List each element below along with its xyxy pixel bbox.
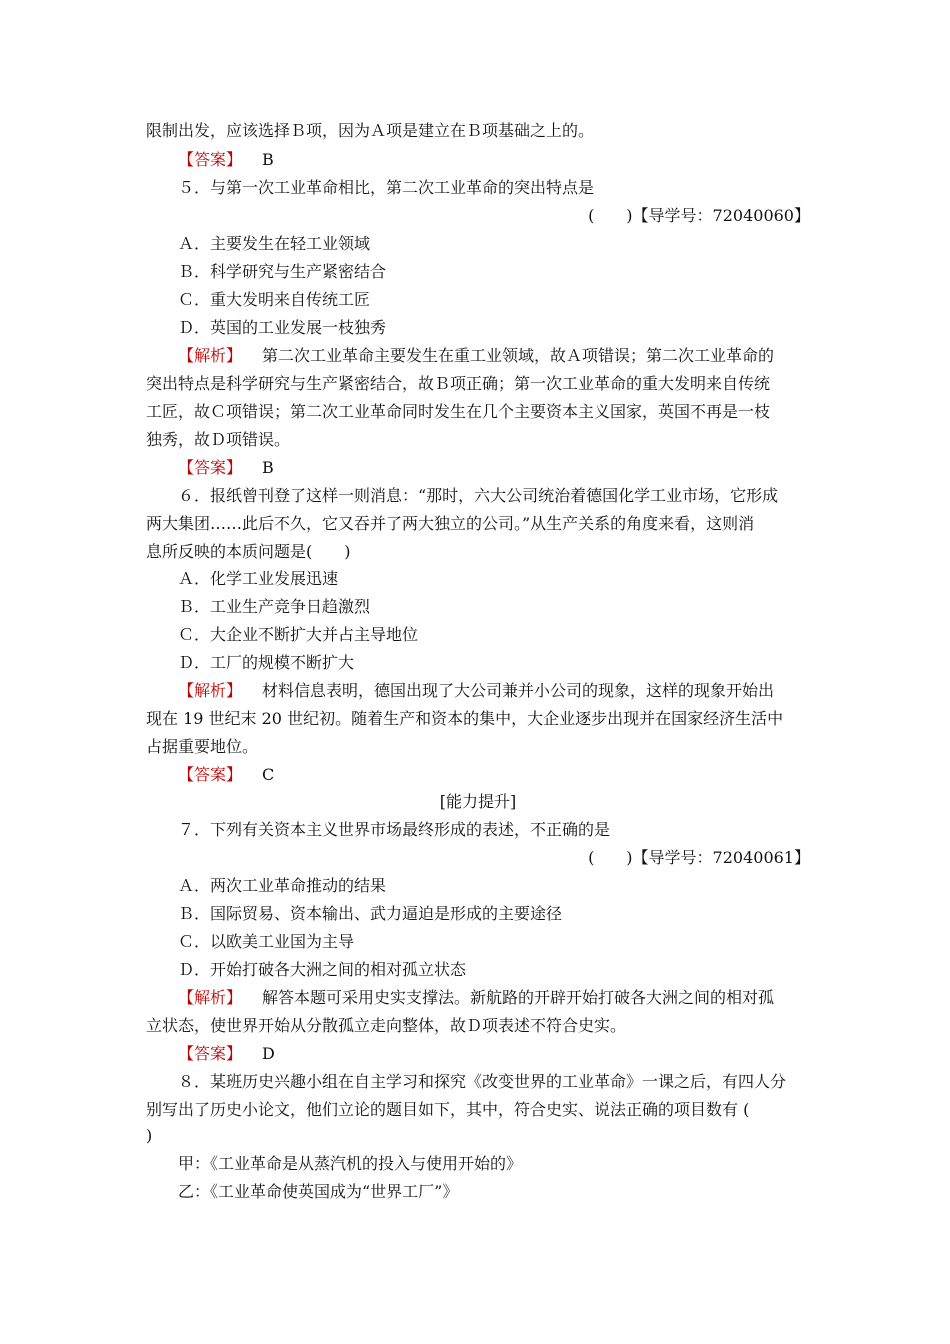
text-line: 立状态，使世界开始从分散孤立走向整体，故Ｄ项表述不符合史实。 <box>146 1016 627 1035</box>
answer-line <box>178 1044 842 1064</box>
text-line: ) <box>146 1126 153 1145</box>
text-line: 占据重要地位。 <box>146 737 259 756</box>
analysis-label: 【解析】 <box>178 988 243 1007</box>
analysis-text: 解答本题可采用史实支撑法。新航路的开辟开始打破各大洲之间的相对孤 <box>262 988 775 1007</box>
answer-value: D <box>262 1044 275 1063</box>
question-stem: ６．报纸曾刊登了这样一则消息：“那时，六大公司统治着德国化学工业市场，它形成 <box>178 486 779 505</box>
text-line: 别写出了历史小论文，他们立论的题目如下，其中，符合史实、说法正确的项目数有 ( <box>146 1100 750 1119</box>
option: Ｃ．重大发明来自传统工匠 <box>178 290 371 309</box>
statement-item: 乙：《工业革命使英国成为“世界工厂”》 <box>178 1182 459 1201</box>
analysis-text: 第二次工业革命主要发生在重工业领域，故Ａ项错误；第二次工业革命的 <box>262 346 775 365</box>
answer-label: 【答案】 <box>178 150 243 169</box>
answer-value: B <box>262 150 274 169</box>
analysis-label: 【解析】 <box>178 346 243 365</box>
answer-label: 【答案】 <box>178 765 243 784</box>
option: Ｃ．大企业不断扩大并占主导地位 <box>178 625 419 644</box>
analysis-line <box>178 988 842 1008</box>
answer-line <box>178 150 842 170</box>
option: Ａ．主要发生在轻工业领域 <box>178 234 371 253</box>
option: Ｃ．以欧美工业国为主导 <box>178 932 355 951</box>
statement-item: 甲：《工业革命是从蒸汽机的投入与使用开始的》 <box>178 1154 523 1173</box>
answer-value: B <box>262 458 274 477</box>
answer-label: 【答案】 <box>178 458 243 477</box>
option: Ｂ．工业生产竞争日趋激烈 <box>178 597 371 616</box>
analysis-text: 材料信息表明，德国出现了大公司兼并小公司的现象，这样的现象开始出 <box>262 681 775 700</box>
answer-line <box>178 765 842 785</box>
answer-line <box>178 458 842 478</box>
option: Ｂ．科学研究与生产紧密结合 <box>178 262 387 281</box>
section-heading: [能力提升] <box>439 792 517 811</box>
text-line: 两大集团……此后不久，它又吞并了两大独立的公司。”从生产关系的角度来看，这则消 <box>146 514 755 533</box>
option: Ａ．化学工业发展迅速 <box>178 569 339 588</box>
text-line: 工匠，故Ｃ项错误；第二次工业革命同时发生在几个主要资本主义国家，英国不再是一枝 <box>146 402 771 421</box>
option: Ｄ．工厂的规模不断扩大 <box>178 653 355 672</box>
question-ref: ( )【导学号：72040060】 <box>588 206 810 225</box>
option: Ｄ．英国的工业发展一枝独秀 <box>178 318 387 337</box>
text-line: 息所反映的本质问题是( ) <box>146 542 351 561</box>
question-stem: ８．某班历史兴趣小组在自主学习和探究《改变世界的工业革命》一课之后，有四人分 <box>178 1072 787 1091</box>
text-line: 现在 19 世纪末 20 世纪初。随着生产和资本的集中，大企业逐步出现并在国家经济生活中 <box>146 709 784 728</box>
answer-value: C <box>262 765 275 784</box>
option: Ｄ．开始打破各大洲之间的相对孤立状态 <box>178 960 467 979</box>
option: Ｂ．国际贸易、资本输出、武力逼迫是形成的主要途径 <box>178 904 563 923</box>
answer-label: 【答案】 <box>178 1044 243 1063</box>
question-stem: ５．与第一次工业革命相比，第二次工业革命的突出特点是 <box>178 178 595 197</box>
analysis-label: 【解析】 <box>178 681 243 700</box>
question-stem: ７．下列有关资本主义世界市场最终形成的表述，不正确的是 <box>178 820 611 839</box>
option: Ａ．两次工业革命推动的结果 <box>178 876 387 895</box>
question-ref: ( )【导学号：72040061】 <box>588 848 810 867</box>
text-line: 限制出发，应该选择Ｂ项，因为Ａ项是建立在Ｂ项基础之上的。 <box>146 121 595 140</box>
text-line: 突出特点是科学研究与生产紧密结合，故Ｂ项正确；第一次工业革命的重大发明来自传统 <box>146 374 771 393</box>
text-line: 独秀，故Ｄ项错误。 <box>146 430 291 449</box>
analysis-line <box>178 346 842 366</box>
analysis-line <box>178 681 842 701</box>
